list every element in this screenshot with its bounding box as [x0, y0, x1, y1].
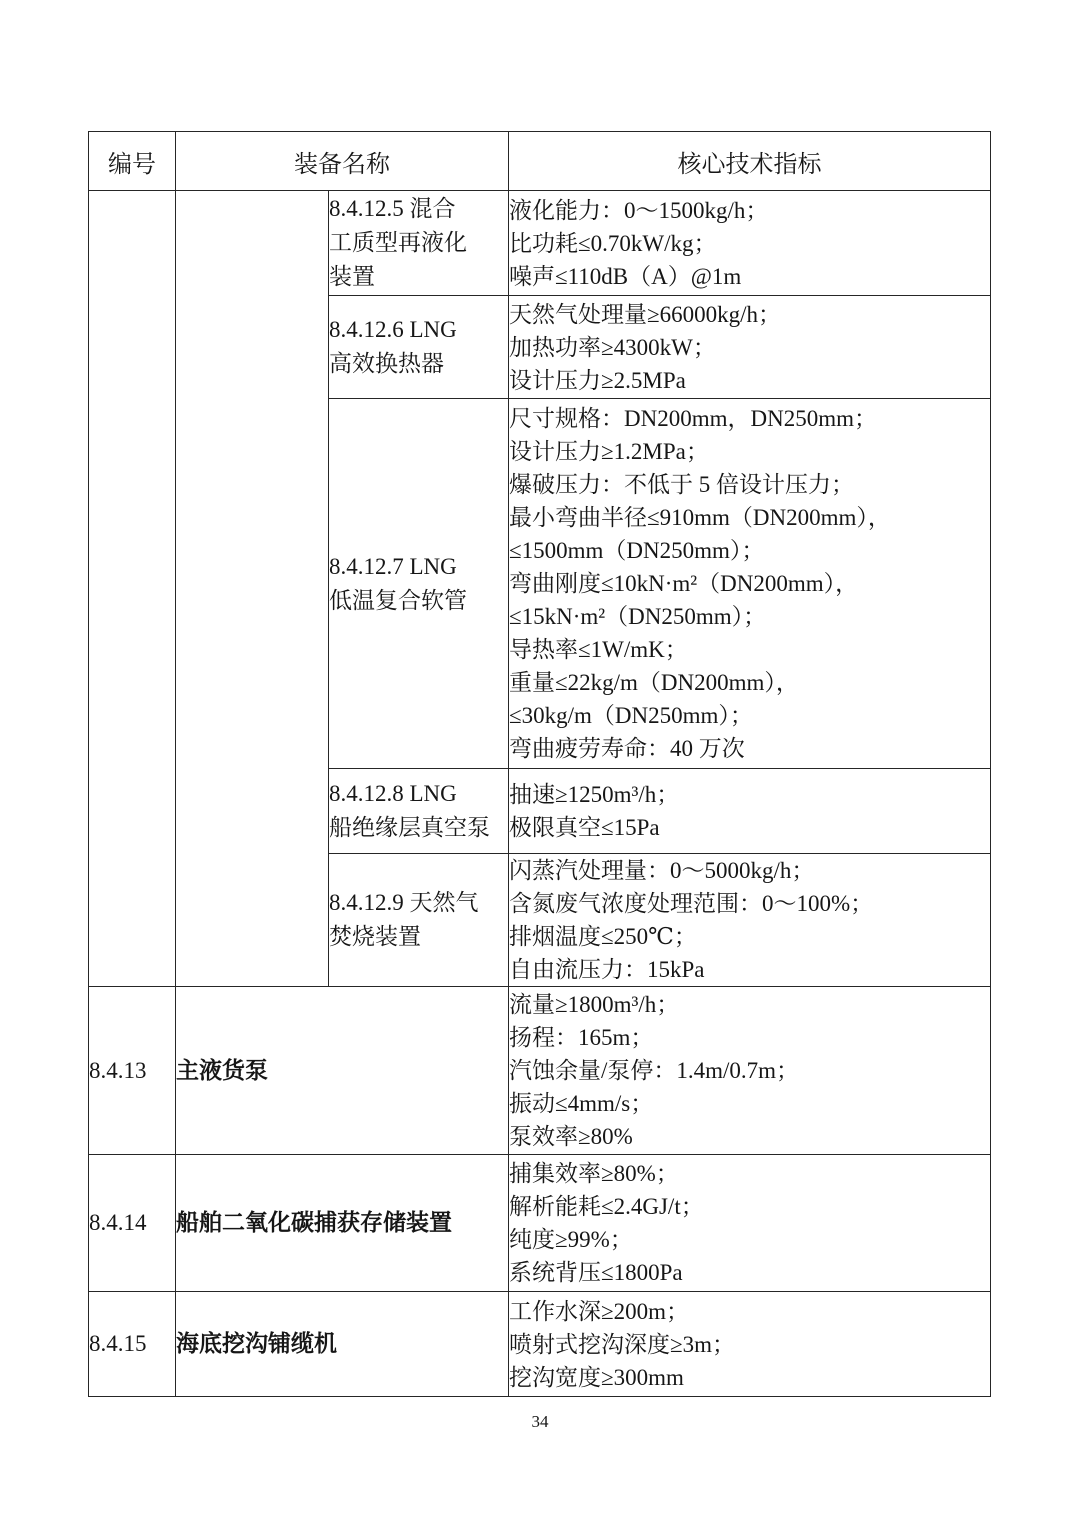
- spec-line: 天然气处理量≥66000kg/h；: [509, 301, 782, 327]
- equipment-id: 8.4.15: [89, 1292, 176, 1397]
- equipment-name: [329, 769, 509, 854]
- spec-line: 捕集效率≥80%；: [509, 1161, 679, 1186]
- spec-line: 纯度≥99%；: [509, 1227, 633, 1252]
- equipment-name: 船舶二氧化碳捕获存储装置: [176, 1155, 509, 1292]
- name-line: 低温复合软管: [329, 587, 467, 613]
- name-line: 8.4.12.9 天然气: [329, 890, 479, 915]
- spec-cell: [509, 1155, 991, 1292]
- table-row-8-4-12-5: [89, 191, 991, 296]
- spec-line: 噪声≤110dB（A）@1m: [509, 263, 742, 289]
- spec-cell: [509, 854, 991, 987]
- header-core-specs: 核心技术指标: [509, 132, 991, 191]
- spec-line: 工作水深≥200m；: [509, 1298, 690, 1324]
- spec-cell: [509, 1292, 991, 1397]
- name-line: 8.4.12.6 LNG: [329, 317, 457, 342]
- header-row: [89, 132, 991, 191]
- spec-line: 闪蒸汽处理量：0～5000kg/h；: [509, 858, 815, 883]
- spec-line: 弯曲疲劳寿命：40 万次: [509, 736, 745, 761]
- spec-line: 泵效率≥80%: [509, 1124, 633, 1149]
- table-row-8-4-14: [89, 1155, 991, 1292]
- name-line: 8.4.12.8 LNG: [329, 781, 457, 806]
- spec-line: ≤15kN·m²（DN250mm）；: [509, 604, 767, 629]
- spec-line: ≤30kg/m（DN250mm）；: [509, 703, 753, 728]
- spec-cell: [509, 399, 991, 769]
- spec-line: 设计压力≥2.5MPa: [509, 367, 686, 393]
- spec-line: 流量≥1800m³/h；: [509, 992, 680, 1017]
- spec-line: 设计压力≥1.2MPa；: [509, 439, 709, 464]
- spec-line: 含氮废气浓度处理范围：0～100%；: [509, 891, 874, 916]
- spec-line: 弯曲刚度≤10kN·m²（DN200mm），: [509, 571, 859, 596]
- spec-line: 极限真空≤15Pa: [509, 815, 660, 840]
- spec-line: 扬程：165m；: [509, 1025, 654, 1050]
- equipment-name: [329, 296, 509, 399]
- spec-line: 排烟温度≤250℃；: [509, 924, 697, 949]
- equipment-name: [329, 399, 509, 769]
- spec-line: 汽蚀余量/泵停：1.4m/0.7m；: [509, 1058, 800, 1083]
- name-line: 高效换热器: [329, 351, 444, 376]
- spec-line: 导热率≤1W/mK；: [509, 637, 688, 662]
- name-line: 工质型再液化: [329, 230, 467, 255]
- name-line: 船绝缘层真空泵: [329, 815, 490, 840]
- spec-line: 系统背压≤1800Pa: [509, 1260, 683, 1285]
- spec-cell: [509, 296, 991, 399]
- table-row-8-4-15: [89, 1292, 991, 1397]
- merged-empty-id-cell: [89, 191, 176, 987]
- spec-cell: [509, 987, 991, 1155]
- equipment-id: 8.4.13: [89, 987, 176, 1155]
- equipment-name: 主液货泵: [176, 987, 509, 1155]
- table-row-8-4-13: [89, 987, 991, 1155]
- name-line: 装置: [329, 264, 375, 289]
- spec-line: 挖沟宽度≥300mm: [509, 1364, 684, 1390]
- header-equipment-name: 装备名称: [176, 132, 509, 191]
- page-number: 34: [531, 1412, 549, 1431]
- equipment-id: 8.4.14: [89, 1155, 176, 1292]
- spec-cell: [509, 191, 991, 296]
- equipment-spec-table: [88, 131, 991, 1397]
- spec-line: 尺寸规格：DN200mm，DN250mm；: [509, 406, 877, 431]
- name-line: 8.4.12.5 混合: [329, 196, 456, 221]
- equipment-name: [329, 854, 509, 987]
- header-id: 编号: [89, 132, 176, 191]
- spec-cell: [509, 769, 991, 854]
- spec-line: 液化能力：0～1500kg/h；: [509, 197, 769, 223]
- merged-empty-name-cell: [176, 191, 329, 987]
- spec-line: ≤1500mm（DN250mm）；: [509, 538, 765, 563]
- equipment-name: 海底挖沟铺缆机: [176, 1292, 509, 1397]
- spec-line: 加热功率≥4300kW；: [509, 334, 716, 360]
- spec-line: 爆破压力：不低于 5 倍设计压力；: [509, 472, 854, 497]
- spec-line: 喷射式挖沟深度≥3m；: [509, 1331, 736, 1357]
- spec-line: 自由流压力：15kPa: [509, 957, 705, 982]
- spec-line: 比功耗≤0.70kW/kg；: [509, 230, 717, 256]
- spec-line: 振动≤4mm/s；: [509, 1091, 654, 1116]
- spec-line: 重量≤22kg/m（DN200mm），: [509, 670, 799, 695]
- spec-line: 抽速≥1250m³/h；: [509, 782, 680, 807]
- spec-line: 解析能耗≤2.4GJ/t；: [509, 1194, 704, 1219]
- name-line: 焚烧装置: [329, 924, 421, 949]
- name-line: 8.4.12.7 LNG: [329, 553, 457, 579]
- equipment-name: [329, 191, 509, 296]
- spec-line: 最小弯曲半径≤910mm（DN200mm），: [509, 505, 891, 530]
